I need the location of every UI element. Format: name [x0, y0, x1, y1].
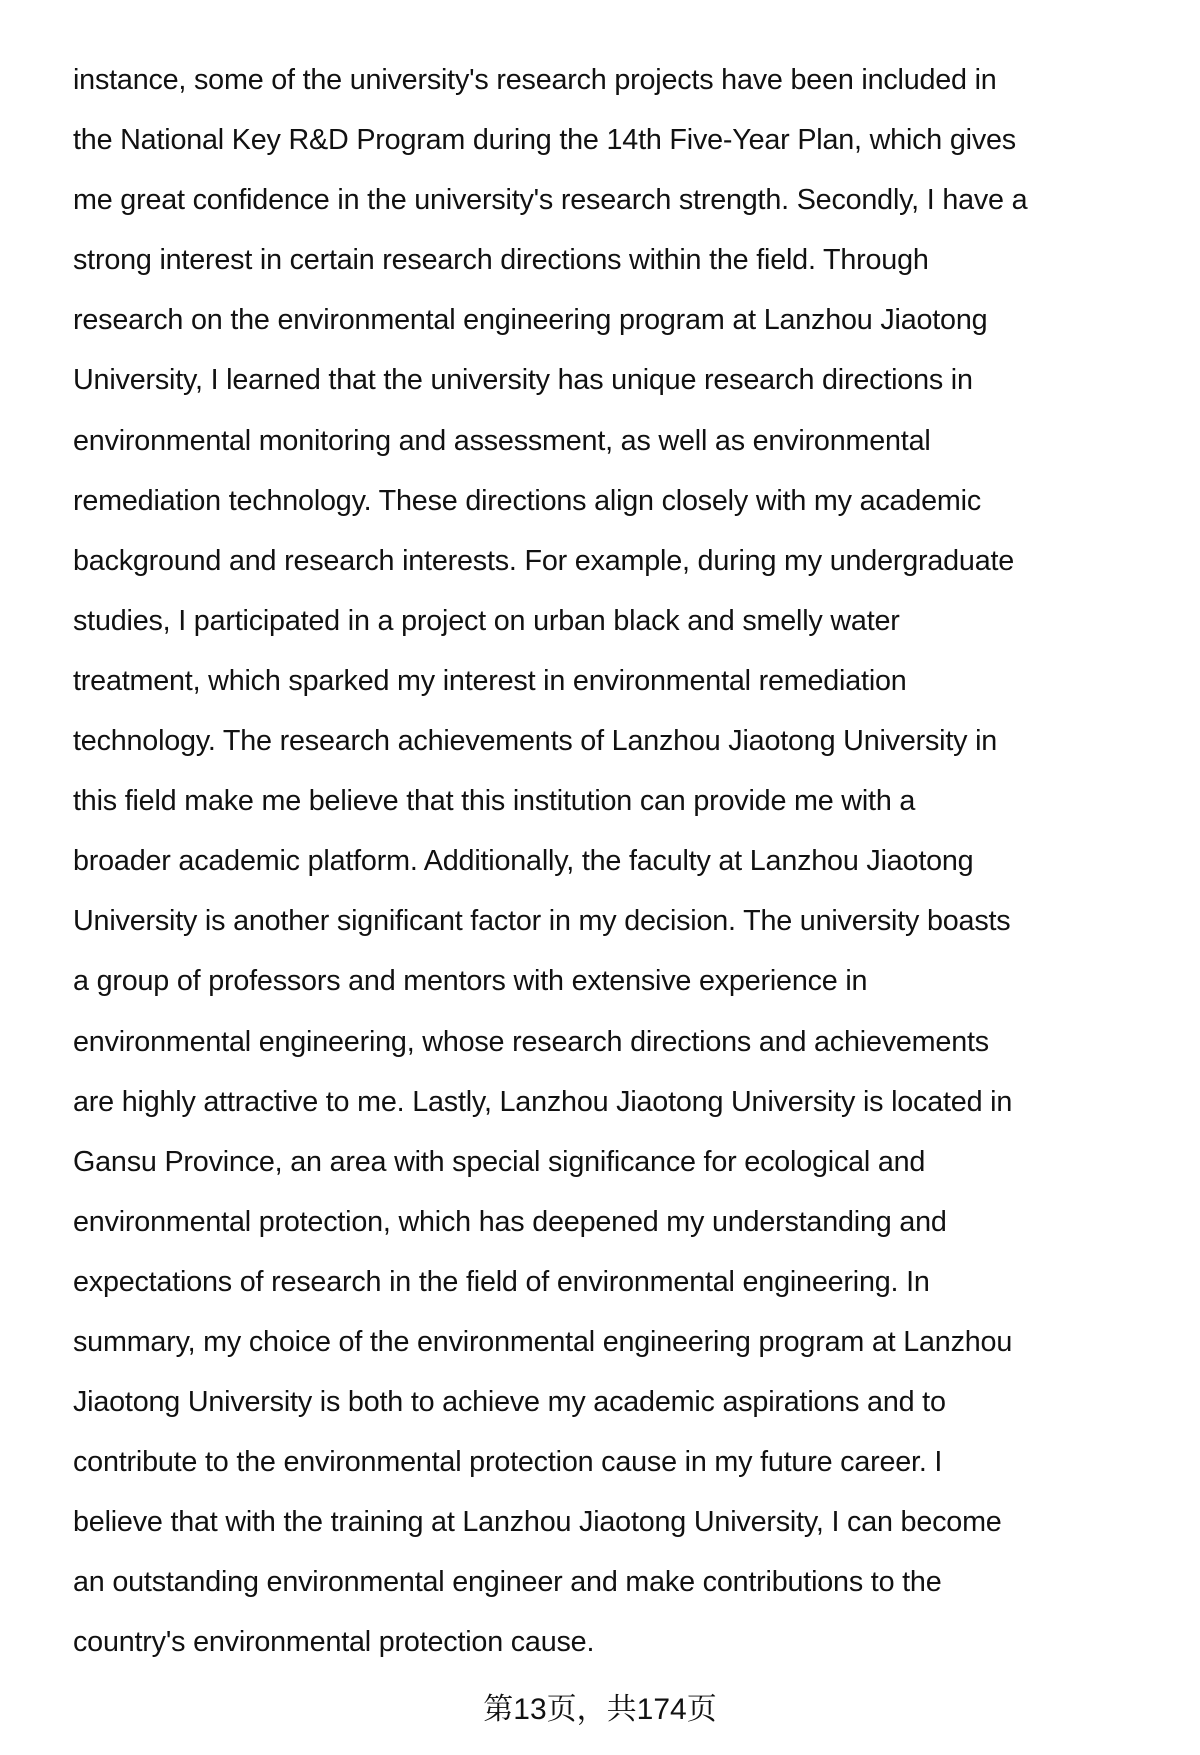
text-line: University is another significant factor in my decision. The university boasts — [73, 905, 1011, 938]
text-line: studies, I participated in a project on urban black and smelly water — [73, 604, 900, 637]
text-line: the National Key R&D Program during the 14th Five-Year Plan, which gives — [73, 124, 1016, 157]
text-line: Gansu Province, an area with special significance for ecological and — [73, 1145, 926, 1178]
text-line: instance, some of the university's research projects have been included in — [73, 64, 997, 96]
text-line: summary, my choice of the environmental engineering program at Lanzhou — [73, 1325, 1013, 1358]
text-line: an outstanding environmental engineer and make contributions to the — [73, 1566, 942, 1599]
text-line: me great confidence in the university's research strength. Secondly, I have a — [73, 184, 1028, 217]
text-line: strong interest in certain research directions within the field. Through — [73, 244, 929, 277]
text-line: expectations of research in the field of environmental engineering. In — [73, 1265, 930, 1298]
text-line: remediation technology. These directions align closely with my academic — [73, 484, 981, 517]
text-line: this field make me believe that this institution can provide me with a — [73, 785, 916, 818]
text-line: research on the environmental engineering program at Lanzhou Jiaotong — [73, 304, 988, 337]
text-line: environmental engineering, whose research directions and achievements — [73, 1025, 989, 1058]
text-line: country's environmental protection cause. — [73, 1626, 595, 1659]
document-body — [73, 58, 1163, 1681]
page-number-footer: 第13页，共174页 — [483, 1693, 717, 1726]
text-line: environmental monitoring and assessment, as well as environmental — [73, 424, 931, 457]
text-line: environmental protection, which has deepened my understanding and — [73, 1205, 947, 1238]
text-line: treatment, which sparked my interest in environmental remediation — [73, 664, 907, 697]
text-line: contribute to the environmental protection cause in my future career. I — [73, 1446, 943, 1479]
text-line: believe that with the training at Lanzhou Jiaotong University, I can become — [73, 1506, 1002, 1539]
text-line: a group of professors and mentors with extensive experience in — [73, 965, 868, 998]
text-line: broader academic platform. Additionally, the faculty at Lanzhou Jiaotong — [73, 845, 974, 878]
text-line: are highly attractive to me. Lastly, Lanzhou Jiaotong University is located in — [73, 1085, 1013, 1118]
text-line: background and research interests. For example, during my undergraduate — [73, 544, 1015, 577]
text-line: University, I learned that the university has unique research directions in — [73, 364, 973, 397]
text-line: technology. The research achievements of Lanzhou Jiaotong University in — [73, 725, 998, 758]
text-line: Jiaotong University is both to achieve my academic aspirations and to — [73, 1386, 946, 1419]
